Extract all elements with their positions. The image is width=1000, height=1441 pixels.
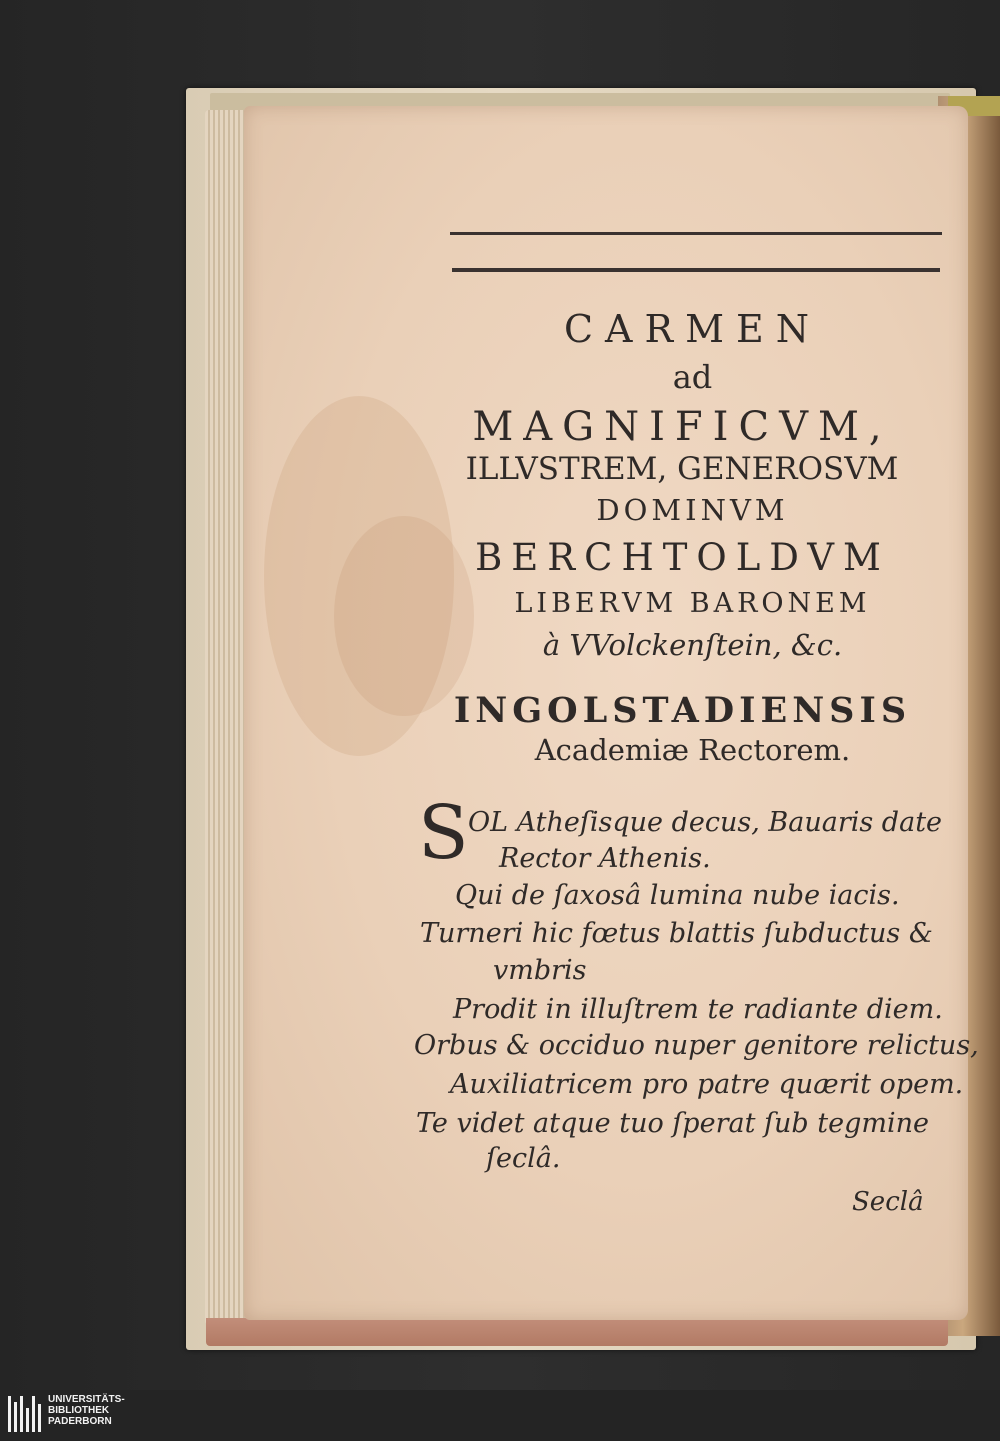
poem-line-1: OL Atheſisque decus, Bauaris date [468, 807, 943, 838]
title: CARMEN [563, 307, 822, 351]
catchword: Seclâ [852, 1187, 924, 1217]
poem-line-7: Orbus & occiduo nuper genitore relictus, [414, 1030, 979, 1061]
header-rule-top [450, 232, 942, 235]
logo-line-1: UNIVERSITÄTS- [48, 1394, 125, 1405]
logo-line-3: PADERBORN [48, 1416, 112, 1427]
poem-line-2: Rector Athenis. [499, 843, 711, 874]
library-logo-text [48, 1394, 125, 1427]
cover-bottom-edge [206, 1318, 948, 1346]
poem-line-4: Turneri hic fœtus blattis ſubductus & [420, 918, 933, 949]
poem-line-5: vmbris [493, 955, 587, 986]
footer-bar [0, 1390, 1000, 1441]
institution-sub: Academiæ Rectorem. [534, 733, 851, 767]
recipient-line-1: MAGNIFICVM, [472, 404, 892, 450]
recipient-line-5: LIBERVM BARONEM [514, 588, 871, 619]
logo-line-2: BIBLIOTHEK [48, 1405, 110, 1416]
poem-line-8: Auxiliatricem pro patre quærit opem. [450, 1069, 964, 1100]
drop-cap: S [418, 790, 469, 876]
poem-line-6: Prodit in illuſtrem te radiante diem. [453, 994, 943, 1025]
poem-line-10: ſeclâ. [486, 1143, 561, 1174]
institution: INGOLSTADIENSIS [453, 690, 912, 731]
poem-line-3: Qui de ſaxosâ lumina nube iacis. [455, 880, 900, 911]
poem-line-9: Te videt atque tuo ſperat ſub tegmine [416, 1108, 929, 1139]
recipient-line-2: ILLVSTREM, GENEROSVM [465, 451, 899, 487]
header-rule-bottom [452, 268, 940, 272]
recipient-line-6: à VVolckenſtein, &c. [542, 628, 843, 662]
recipient-line-4: BERCHTOLDVM [475, 536, 890, 579]
ad-line: ad [672, 358, 713, 396]
recipient-line-3: DOMINVM [596, 493, 789, 527]
